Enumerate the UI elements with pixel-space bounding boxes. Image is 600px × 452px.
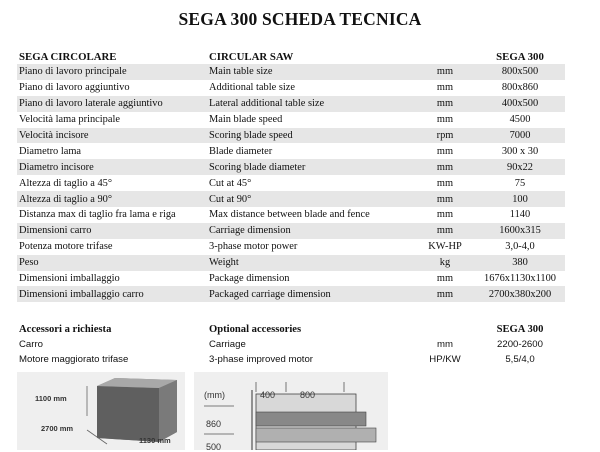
spec-table [17,49,565,302]
spec-unit: mm [436,145,454,157]
spec-unit: mm [436,209,454,221]
accessory-en: Carriage [209,339,246,350]
accessory-value: 2200-2600 [497,339,543,350]
spec-value: 75 [514,177,526,189]
spec-unit: mm [415,286,475,302]
plan-dim-b: 800 [300,390,316,400]
spec-row [17,175,565,191]
plan-unit-label: (mm) [204,390,225,400]
spec-en: Scoring blade speed [207,128,415,144]
spec-en: Carriage dimension [207,223,415,239]
spec-it: Peso [17,255,207,271]
plan-dim-c: 860 [206,419,222,429]
header-it: SEGA CIRCOLARE [19,50,117,63]
spec-en: Cut at 90° [207,191,415,207]
package-height-label: 1100 mm [35,394,67,403]
header-unit [415,49,475,64]
spec-value: 3,0-4,0 [505,241,535,253]
accessory-it: Carro [19,339,43,350]
package-length-label: 2700 mm [41,424,74,433]
accessories-table [17,321,565,367]
spec-unit: mm [415,191,475,207]
spec-en: Main table size [207,64,415,80]
spec-unit: mm [436,273,454,285]
spec-value: 2700x380x200 [475,286,565,302]
spec-value: 380 [475,255,565,271]
spec-value: 800x500 [475,64,565,80]
spec-en: Lateral additional table size [207,96,415,112]
plan-drawing [194,372,388,450]
spec-value: 400x500 [475,96,565,112]
spec-en: 3-phase motor power [209,241,298,253]
spec-row [17,239,565,255]
spec-it: Piano di lavoro laterale aggiuntivo [17,96,207,112]
spec-unit: mm [436,82,454,94]
spec-en: Blade diameter [209,145,273,157]
spec-unit: mm [436,177,454,189]
spec-unit: mm [415,96,475,112]
accessory-en: 3-phase improved motor [209,354,313,365]
spec-row [17,80,565,96]
plan-dim-a: 400 [260,390,276,400]
spec-en: Max distance between blade and fence [209,209,370,221]
accessory-row [17,337,565,352]
spec-value: 1676x1130x1100 [484,273,556,285]
spec-it: Dimensioni imballaggio [19,273,120,285]
spec-en: Scoring blade diameter [207,159,415,175]
spec-unit: mm [415,223,475,239]
header-en: CIRCULAR SAW [209,50,294,63]
header-value: SEGA 300 [496,50,544,63]
spec-value: 1140 [509,209,531,221]
spec-en: Cut at 45° [209,177,252,189]
spec-row [17,112,565,128]
spec-value: 100 [475,191,565,207]
spec-unit: rpm [415,128,475,144]
plan-dim-d: 500 [206,442,222,452]
accessories-header-value: SEGA 300 [496,323,544,335]
spec-it: Dimensioni imballaggio carro [17,286,207,302]
spec-row [17,96,565,112]
package-figure [17,372,185,450]
spec-it: Piano di lavoro principale [17,64,207,80]
spec-row [17,286,565,302]
spec-en: Weight [207,255,415,271]
spec-en: Packaged carriage dimension [207,286,415,302]
spec-row [17,64,565,80]
spec-it: Dimensioni carro [17,223,207,239]
spec-it: Potenza motore trifase [19,241,113,253]
spec-it: Velocità lama principale [19,114,120,126]
spec-row [17,255,565,271]
spec-unit: mm [415,159,475,175]
accessories-header-it: Accessori a richiesta [19,323,112,335]
spec-it: Distanza max di taglio fra lama e riga [19,209,176,221]
spec-row [17,191,565,207]
spec-it: Piano di lavoro aggiuntivo [19,82,130,94]
spec-row [17,207,565,223]
spec-value: 300 x 30 [501,145,539,157]
accessory-row [17,352,565,367]
spec-unit: mm [415,64,475,80]
spec-en: Main blade speed [209,114,283,126]
spec-row [17,223,565,239]
spec-unit: mm [436,114,454,126]
plan-figure [194,372,388,450]
spec-row [17,271,565,287]
spec-it: Diametro incisore [17,159,207,175]
accessories-header-en: Optional accessories [209,323,302,335]
accessory-value: 5,5/4,0 [505,354,535,365]
accessory-unit: mm [437,339,453,350]
spec-row [17,143,565,159]
spec-value: 800x860 [501,82,539,94]
spec-value: 4500 [509,114,531,126]
spec-row [17,128,565,144]
figures-area [0,372,600,450]
spec-it: Velocità incisore [17,128,207,144]
spec-row [17,159,565,175]
spec-unit: kg [415,255,475,271]
page-title: SEGA 300 SCHEDA TECNICA [178,9,422,29]
spec-unit: KW-HP [428,241,462,253]
accessory-unit: HP/KW [429,354,461,365]
package-width-label: 1130 mm [139,436,171,445]
spec-value: 90x22 [475,159,565,175]
spec-en: Package dimension [209,273,290,285]
spec-it: Diametro lama [19,145,82,157]
spec-it: Altezza di taglio a 45° [19,177,113,189]
spec-header-row [17,49,565,64]
spec-value: 1600x315 [475,223,565,239]
accessory-it: Motore maggiorato trifase [19,354,129,365]
spec-value: 7000 [475,128,565,144]
accessories-header-unit [415,321,475,337]
spec-it: Altezza di taglio a 90° [17,191,207,207]
accessories-header-row [17,321,565,337]
spec-en: Additional table size [209,82,295,94]
